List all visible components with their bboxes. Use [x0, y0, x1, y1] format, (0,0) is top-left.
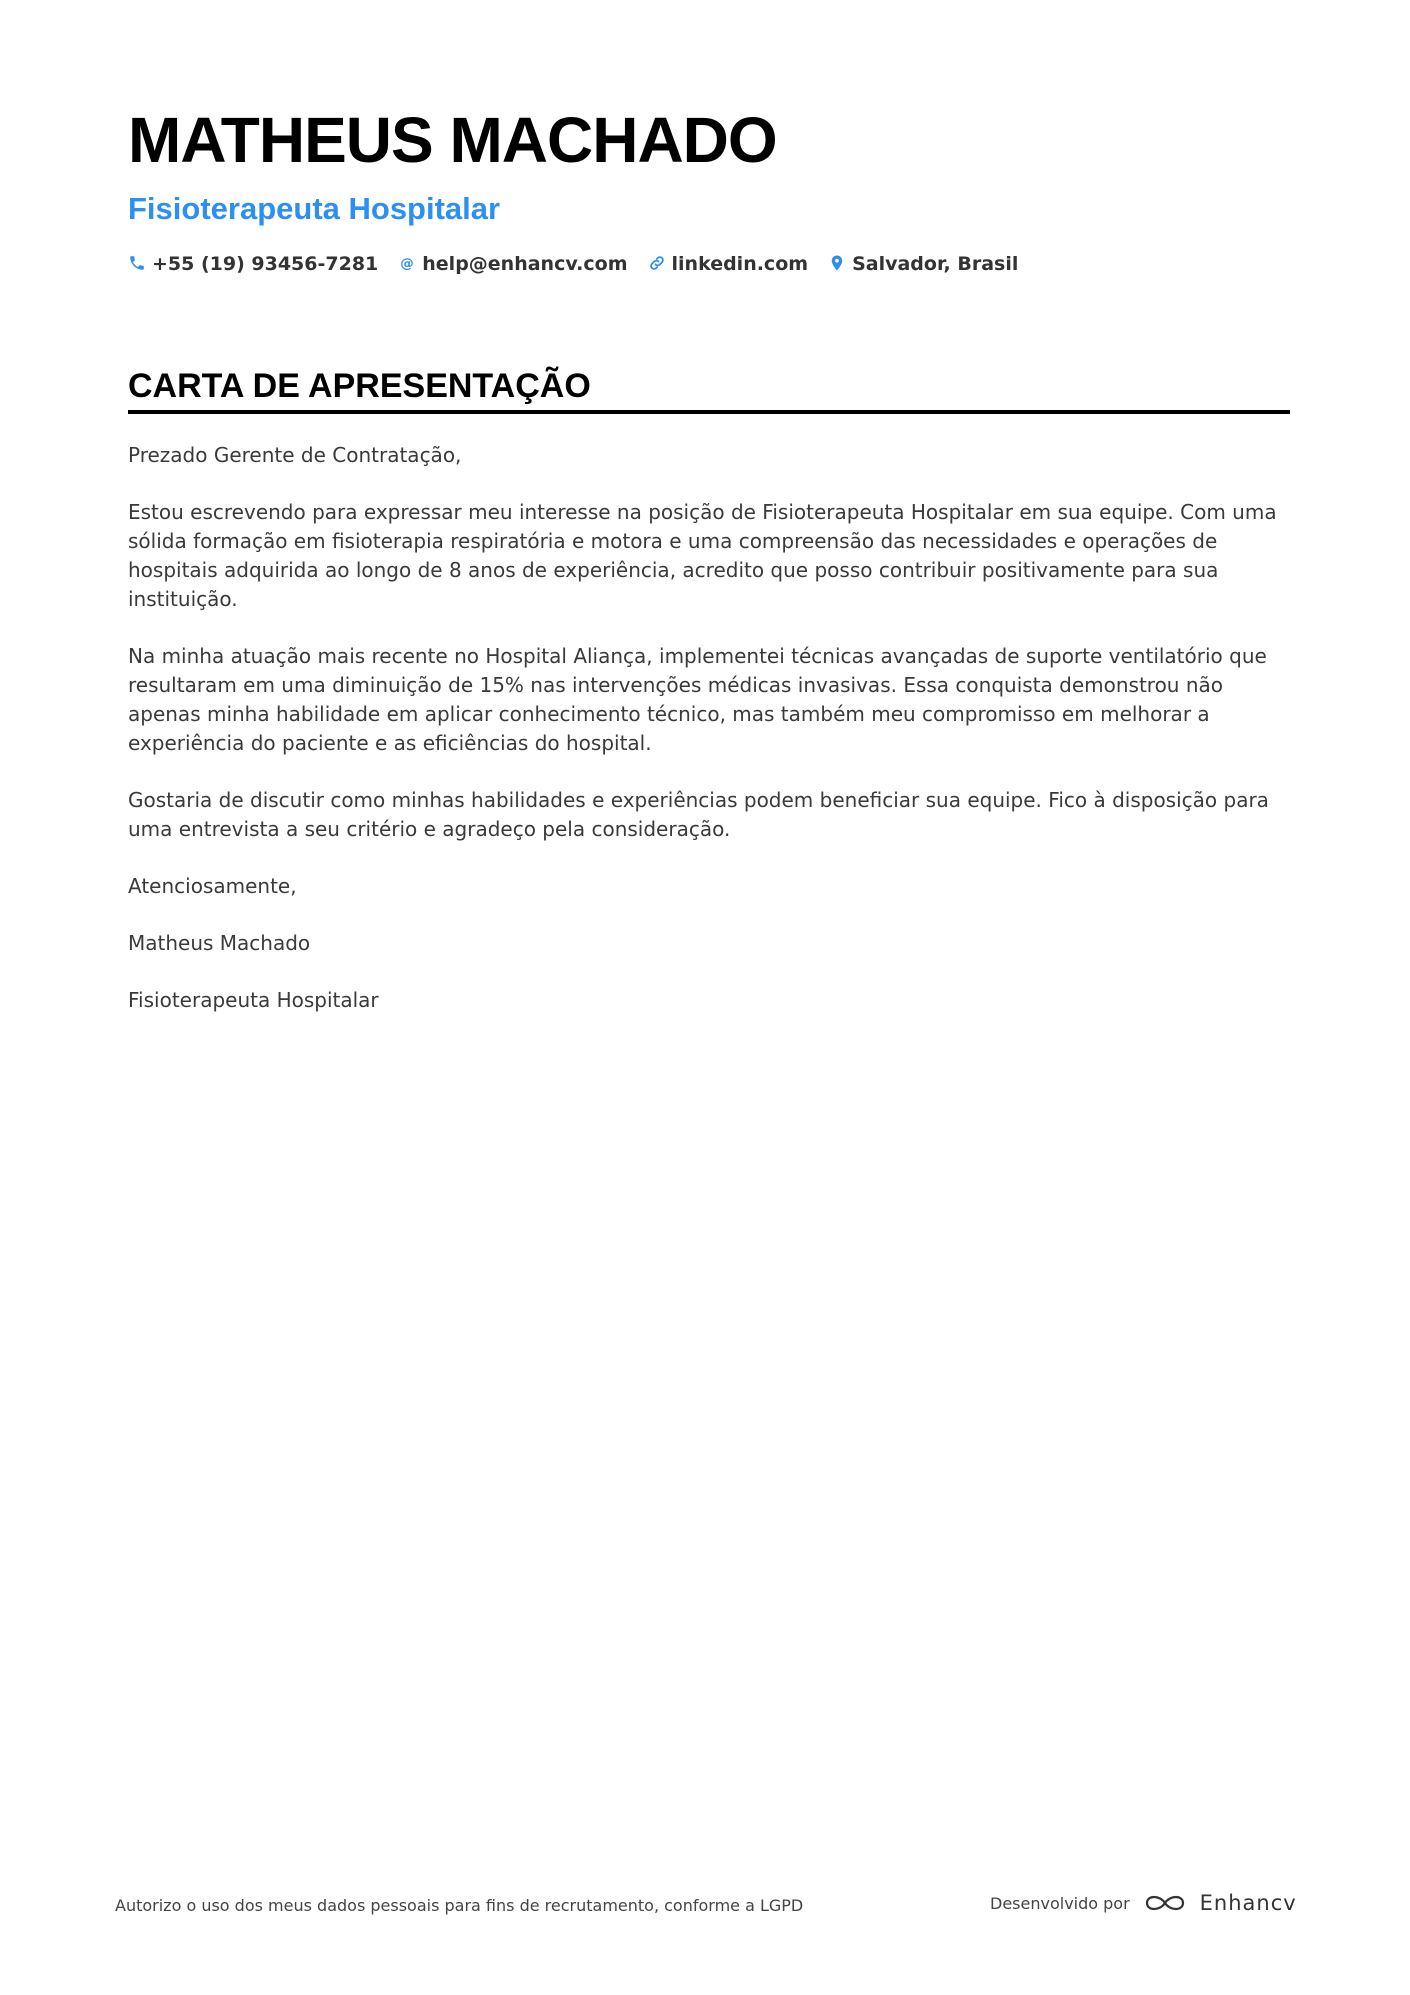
phone-icon [128, 254, 148, 274]
contact-bar [128, 253, 1038, 275]
letter-paragraph: Na minha atuação mais recente no Hospital Aliança, implementei técnicas avançadas de suporte ventilatório que resultaram em uma diminuição de 15% nas intervenções médicas invasivas. Essa conquista demonstrou não apenas minha habilidade em aplicar conhecimento técnico, mas também meu compromisso em melhorar a experiência do paciente e as eficiências do hospital. [128, 644, 1267, 755]
contact-location [828, 253, 1018, 275]
contact-linkedin-text: linkedin.com [671, 253, 809, 275]
letter-greeting: Prezado Gerente de Contratação, [128, 443, 462, 467]
letter-closing: Atenciosamente, [128, 874, 297, 898]
letter-paragraph: Estou escrevendo para expressar meu interesse na posição de Fisioterapeuta Hospitalar em sua equipe. Com uma sólida formação em fisioterapia respiratória e motora e uma compreensão das necessidades e operações de hospitais adquirida ao longo de 8 anos de experiência, acredito que posso contribuir positivamente para sua instituição. [128, 500, 1277, 611]
letter-body [128, 441, 1290, 1043]
contact-email[interactable] [398, 253, 627, 275]
signature-name: Matheus Machado [128, 931, 311, 955]
link-icon [648, 254, 668, 274]
section-divider [128, 410, 1290, 414]
svg-text:@: @ [400, 255, 415, 272]
powered-by[interactable] [990, 1890, 1297, 1916]
contact-email-text: help@enhancv.com [422, 253, 628, 275]
contact-phone[interactable] [128, 253, 378, 275]
contact-location-text: Salvador, Brasil [852, 253, 1019, 275]
candidate-role: Fisioterapeuta Hospitalar [128, 191, 501, 226]
section-title: CARTA DE APRESENTAÇÃO [128, 367, 591, 405]
location-pin-icon [828, 254, 848, 274]
brand-name: Enhancv [1199, 1891, 1297, 1915]
at-icon [398, 254, 418, 274]
contact-linkedin[interactable] [648, 253, 809, 275]
infinity-logo-icon [1142, 1890, 1188, 1916]
candidate-name: MATHEUS MACHADO [128, 104, 777, 176]
signature-title: Fisioterapeuta Hospitalar [128, 988, 379, 1012]
powered-by-label: Desenvolvido por [990, 1893, 1130, 1913]
consent-notice: Autorizo o uso dos meus dados pessoais para fins de recrutamento, conforme a LGPD [115, 1896, 804, 1915]
contact-phone-text: +55 (19) 93456-7281 [152, 253, 379, 275]
letter-paragraph: Gostaria de discutir como minhas habilidades e experiências podem beneficiar sua equipe. Fico à disposição para uma entrevista a seu critério e agradeço pela consideração. [128, 788, 1269, 841]
